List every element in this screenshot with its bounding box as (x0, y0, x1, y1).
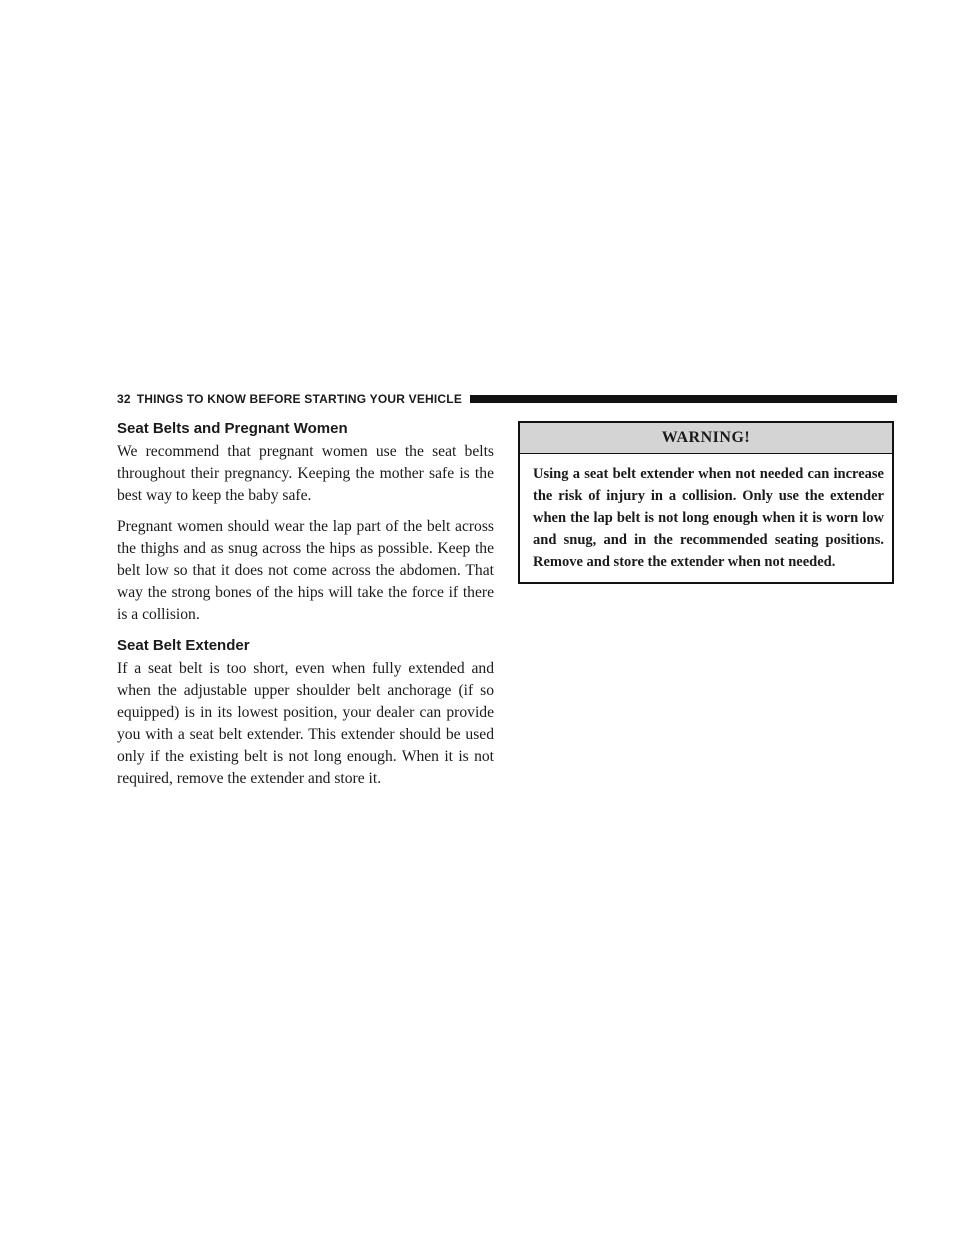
warning-box (518, 421, 894, 584)
paragraph-pregnant-2: Pregnant women should wear the lap part of the belt across the thighs and as snug across the hips as possible. Keep the belt low so that it does not come across the abdomen. That way the strong bones of the hips will take the force if there is a collision. (117, 518, 494, 623)
paragraph-extender-1: If a seat belt is too short, even when fully extended and when the adjustable upper shoulder belt anchorage (if so equipped) is in its lowest position, your dealer can provide you with a seat belt extender. This extender should be used only if the existing belt is not long enough. When it is not required, remove the extender and store it. (117, 660, 494, 787)
warning-text: Using a seat belt extender when not needed can increase the risk of injury in a collision. Only use the extender when the lap belt is not long enough when it is worn low and snug, and in the recommended seating positions. Remove and store the extender when not needed. (533, 466, 884, 570)
heading-pregnant-women: Seat Belts and Pregnant Women (117, 420, 348, 437)
left-column (117, 419, 494, 799)
section-title: THINGS TO KNOW BEFORE STARTING YOUR VEHICLE (136, 392, 463, 406)
warning-title: WARNING! (520, 423, 892, 454)
header-rule-bar (470, 395, 897, 403)
running-header (117, 391, 897, 407)
page-number: 32 (117, 392, 131, 406)
paragraph-pregnant-1: We recommend that pregnant women use the seat belts throughout their pregnancy. Keeping the mother safe is the best way to keep the baby safe. (117, 443, 494, 504)
heading-seat-belt-extender: Seat Belt Extender (117, 637, 250, 654)
